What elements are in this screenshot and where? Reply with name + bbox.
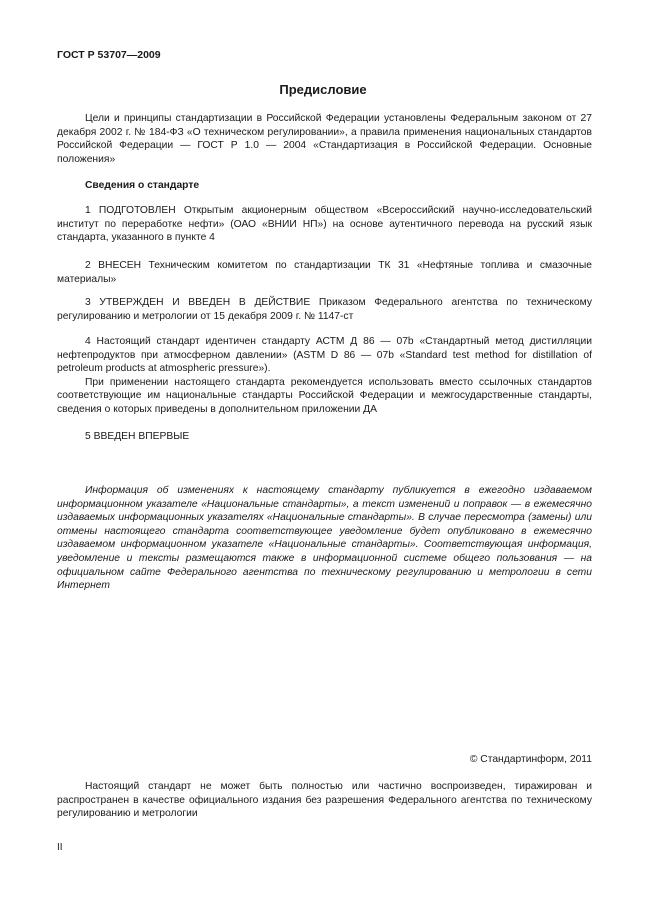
intro-text: Цели и принципы стандартизации в Российской Федерации установлены Федеральным законом от 27 декабря 2002 г. № 184-ФЗ «О техническом регулировании», а правила применения национальных стандартов Российской Федерации — ГОСТ Р 1.0 — 2004 «Стандартизация в Российской Федерации. Основные положения»	[57, 113, 592, 165]
item-2	[57, 259, 592, 286]
item-1-text: 1 ПОДГОТОВЛЕН Открытым акционерным обществом «Всероссийский научно-исследовательский институт по переработке нефти» (ОАО «ВНИИ НП») на основе аутентичного перевода на русский язык стандарта, указанного в пункте 4	[57, 205, 592, 244]
item-5-text: 5 ВВЕДЕН ВПЕРВЫЕ	[85, 431, 190, 442]
item-3	[57, 296, 592, 323]
reproduction-notice-text: Настоящий стандарт не может быть полностью или частично воспроизведен, тиражирован и распространен в качестве официального издания без разрешения Федерального агентства по техническому регулированию и метрологии	[57, 781, 592, 820]
item-1	[57, 204, 592, 245]
item-3-text: 3 УТВЕРЖДЕН И ВВЕДЕН В ДЕЙСТВИЕ Приказом Федерального агентства по техническому регулированию и метрологии от 15 декабря 2009 г. № 1147-ст	[57, 297, 592, 322]
copyright: © Стандартинформ, 2011	[469, 754, 592, 765]
item-4-text: 4 Настоящий стандарт идентичен стандарту АСТМ Д 86 — 07b «Стандартный метод дистилляции нефтепродуктов при атмосферном давлении» (ASTM D 86 — 07b «Standard test method for distillation of petroleum products at atmospheric pressure»).	[57, 336, 592, 375]
item-4	[57, 335, 592, 417]
info-notice	[57, 484, 592, 593]
item-4-note: При применении настоящего стандарта рекомендуется использовать вместо ссылочных стандартов соответствующие им национальные стандарты Российской Федерации и межгосударственные стандарты, сведения о которых приведены в дополнительном приложении ДА	[57, 376, 592, 415]
standard-info-heading: Сведения о стандарте	[85, 180, 200, 191]
document-code: ГОСТ Р 53707—2009	[57, 49, 161, 61]
info-notice-text: Информация об изменениях к настоящему стандарту публикуется в ежегодно издаваемом информационном указателе «Национальные стандарты», а текст изменений и поправок — в ежемесячно издаваемых информационных указателях «Национальные стандарты». В случае пересмотра (замены) или отмены настоящего стандарта соответствующее уведомление будет опубликовано в ежемесячно издаваемом информационном указателе «Национальные стандарты». Соответствующая информация, уведомление и тексты размещаются также в информационной системе общего пользования — на официальном сайте Федерального агентства по техническому регулированию и метрологии в сети Интернет	[57, 485, 592, 592]
reproduction-notice	[57, 780, 592, 821]
page-number: II	[57, 842, 63, 853]
item-2-text: 2 ВНЕСЕН Техническим комитетом по стандартизации ТК 31 «Нефтяные топлива и смазочные материалы»	[57, 260, 592, 285]
page-title: Предисловие	[279, 82, 367, 97]
intro-paragraph	[57, 112, 592, 166]
item-5	[57, 430, 592, 444]
